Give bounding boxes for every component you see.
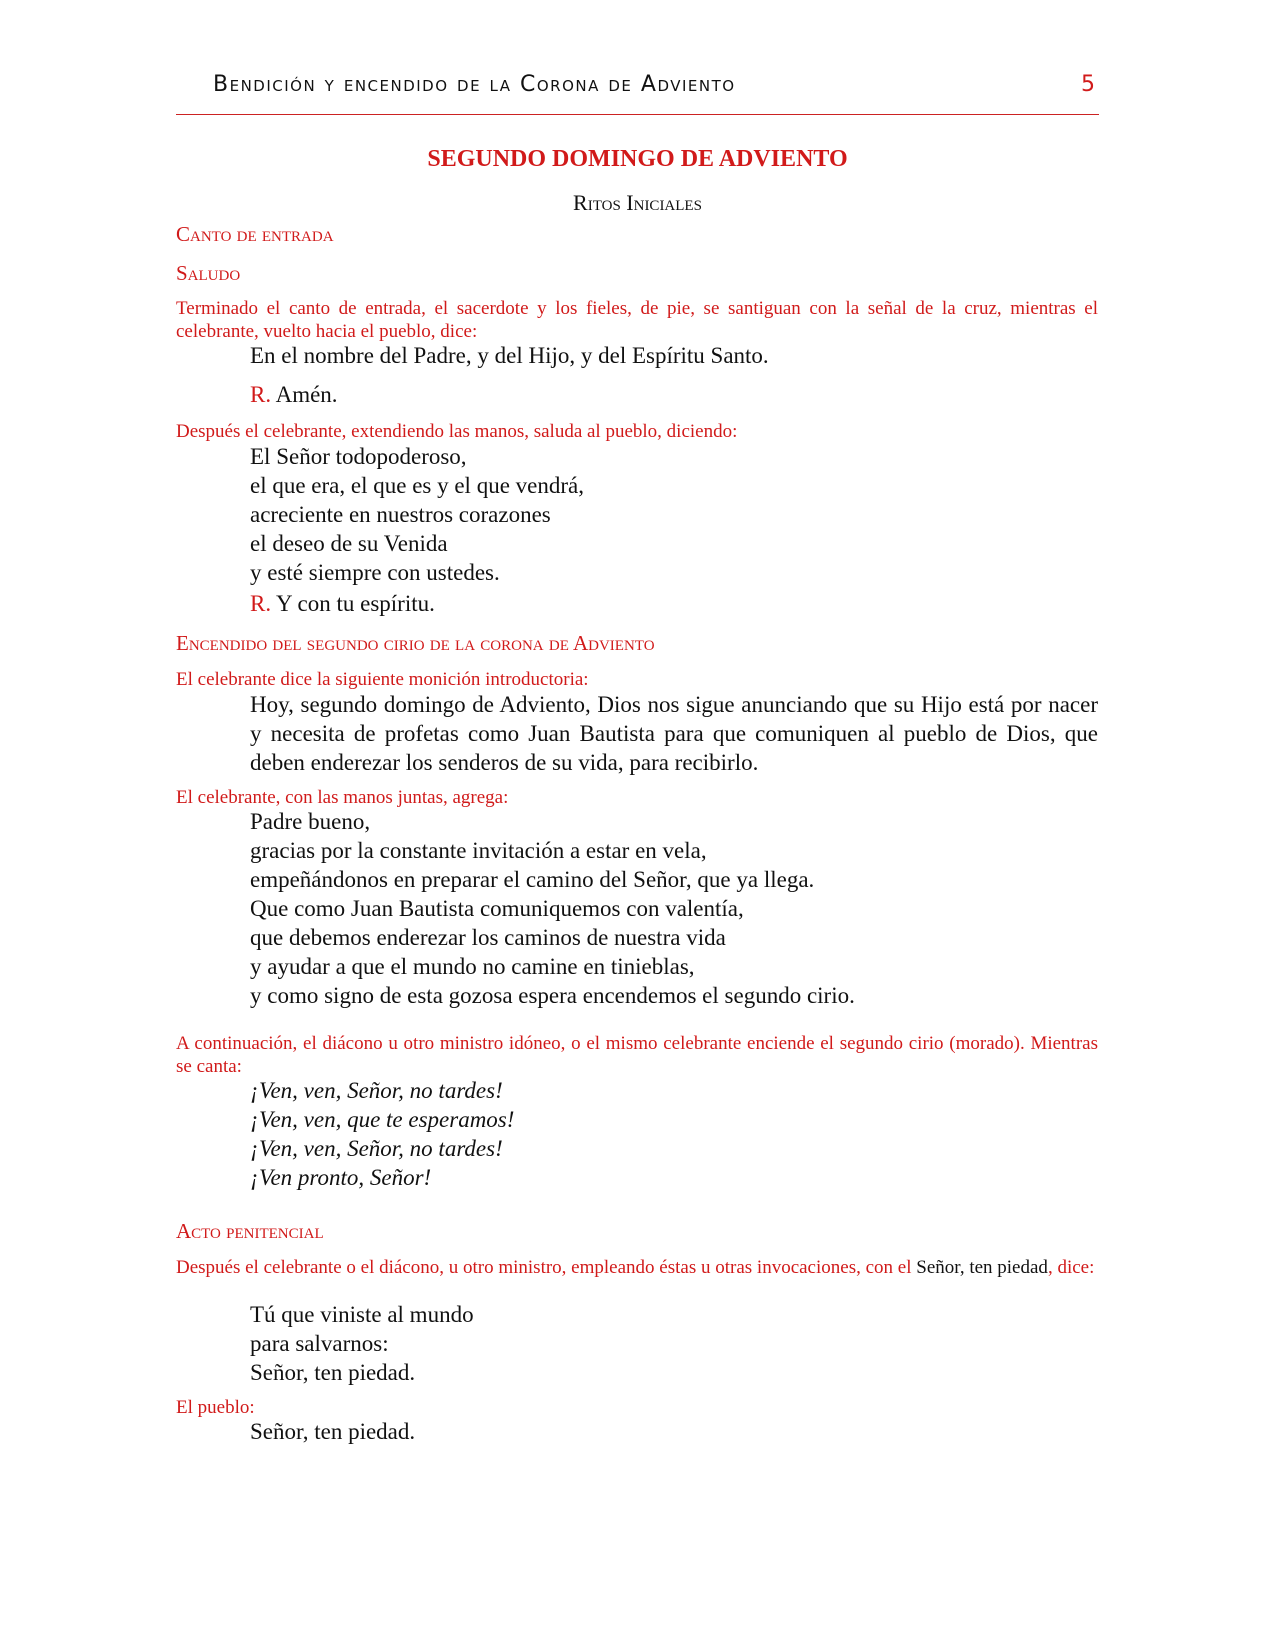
- rubric-part: Después el celebrante o el diácono, u otro ministro, empleando éstas u otras invocaciones, con el: [176, 1257, 917, 1278]
- song-text: [250, 1076, 1098, 1192]
- rubric-encendido-1: El celebrante dice la siguiente monición introductoria:: [176, 669, 589, 690]
- response-amen: [250, 380, 1098, 409]
- song-line: ¡Ven, ven, que te esperamos!: [250, 1107, 515, 1132]
- song-line: ¡Ven, ven, Señor, no tardes!: [250, 1078, 503, 1103]
- rubric-encendido-3: A continuación, el diácono u otro ministro idóneo, o el mismo celebrante enciende el segundo cirio (morado). Mientras se canta:: [176, 1033, 1098, 1077]
- prayer-text: [250, 807, 1098, 1010]
- section-heading-acto-penitencial: Acto penitencial: [176, 1219, 324, 1243]
- invocation-line: Tú que viniste al mundo: [250, 1302, 474, 1327]
- greeting-line: el deseo de su Venida: [250, 531, 448, 556]
- prayer-line: Padre bueno,: [250, 809, 371, 834]
- prayer-line: gracias por la constante invitación a estar en vela,: [250, 838, 707, 863]
- page-number: 5: [1081, 72, 1095, 97]
- rubric-saludo-1: Terminado el canto de entrada, el sacerdote y los fieles, de pie, se santiguan con la señal de la cruz, mientras el celebrante, vuelto hacia el pueblo, dice:: [176, 298, 1098, 342]
- greeting-line: acreciente en nuestros corazones: [250, 502, 551, 527]
- rubric-saludo-2: Después el celebrante, extendiendo las manos, saluda al pueblo, diciendo:: [176, 421, 738, 442]
- running-header-title: Bendición y encendido de la Corona de Adviento: [213, 72, 736, 97]
- prayer-line: Que como Juan Bautista comuniquemos con valentía,: [250, 896, 744, 921]
- people-response: Señor, ten piedad.: [250, 1419, 416, 1444]
- response-text: Y con tu espíritu.: [276, 591, 435, 616]
- prayer-line: y como signo de esta gozosa espera encendemos el segundo cirio.: [250, 983, 855, 1008]
- rubric-invocation-ref: Señor, ten piedad: [916, 1257, 1048, 1278]
- header-rule: [176, 114, 1099, 115]
- response-marker: R.: [250, 382, 272, 407]
- response-marker: R.: [250, 591, 272, 616]
- greeting-line: el que era, el que es y el que vendrá,: [250, 473, 584, 498]
- greeting-line: El Señor todopoderoso,: [250, 444, 467, 469]
- greeting-text: [250, 442, 1098, 587]
- section-heading-saludo: Saludo: [176, 261, 241, 285]
- rubric-encendido-2: El celebrante, con las manos juntas, agrega:: [176, 787, 509, 808]
- section-heading-encendido: Encendido del segundo cirio de la corona de Adviento: [176, 631, 655, 655]
- song-line: ¡Ven pronto, Señor!: [250, 1165, 432, 1190]
- invocation-text: [250, 1300, 1098, 1387]
- response-y-con-tu-espiritu: [250, 589, 1098, 618]
- rubric-penitencial-1: [176, 1256, 1098, 1279]
- greeting-line: y esté siempre con ustedes.: [250, 560, 500, 585]
- invocation-line: Señor, ten piedad.: [250, 1360, 416, 1385]
- page-subtitle: Ritos Iniciales: [573, 190, 702, 215]
- prayer-line: y ayudar a que el mundo no camine en tinieblas,: [250, 954, 695, 979]
- prayer-line: que debemos enderezar los caminos de nuestra vida: [250, 925, 726, 950]
- prayer-line: empeñándonos en preparar el camino del Señor, que ya llega.: [250, 867, 815, 892]
- song-line: ¡Ven, ven, Señor, no tardes!: [250, 1136, 503, 1161]
- page-title: SEGUNDO DOMINGO DE ADVIENTO: [427, 146, 848, 172]
- section-heading-canto-entrada: Canto de entrada: [176, 222, 334, 246]
- rubric-part: , dice:: [1047, 1257, 1095, 1278]
- invocation-sign-of-cross: En el nombre del Padre, y del Hijo, y del Espíritu Santo.: [250, 343, 769, 368]
- response-text: Amén.: [275, 382, 338, 407]
- rubric-penitencial-2: El pueblo:: [176, 1397, 255, 1418]
- monition-text: Hoy, segundo domingo de Adviento, Dios nos sigue anunciando que su Hijo está por nacer y necesita de profetas como Juan Bautista para que comuniquen al pueblo de Dios, que deben enderezar los senderos de su vida, para recibirlo.: [250, 692, 1098, 775]
- invocation-line: para salvarnos:: [250, 1331, 389, 1356]
